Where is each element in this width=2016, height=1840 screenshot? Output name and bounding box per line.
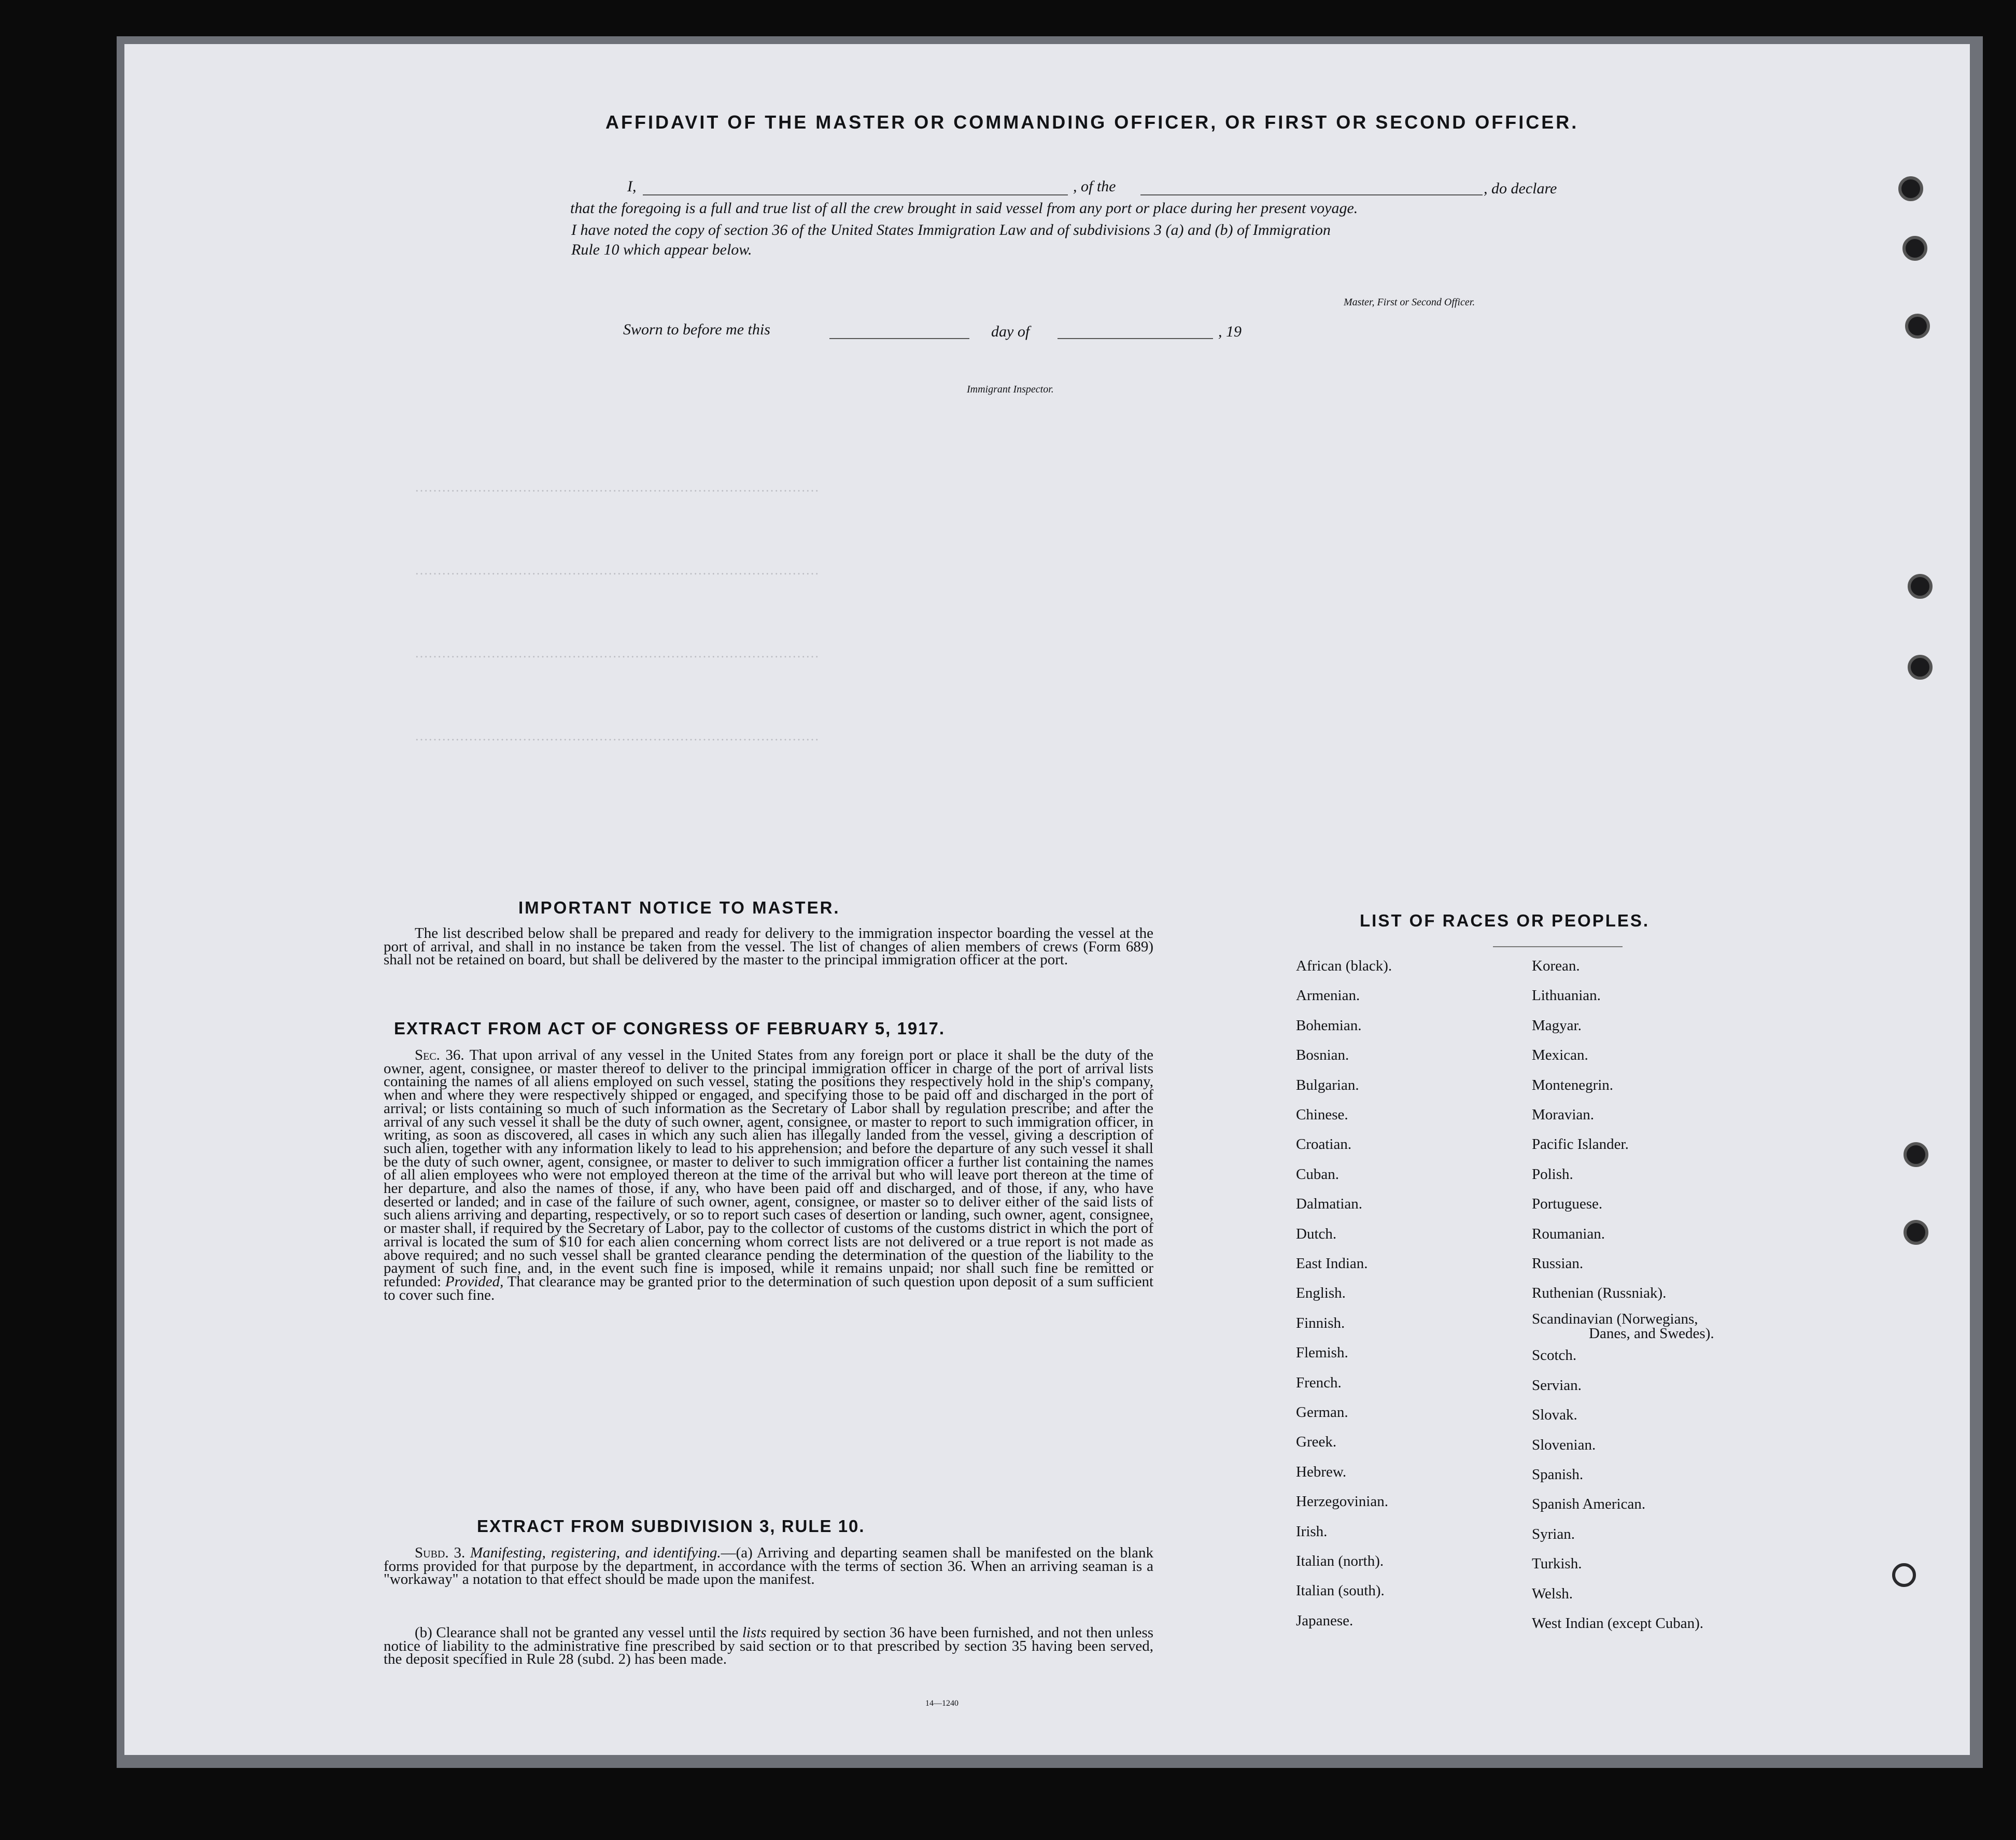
act-sec-label: Sec. 36. [415, 1047, 464, 1063]
binder-hole [1898, 176, 1923, 201]
race-item: Spanish American. [1532, 1496, 1646, 1513]
notice-body: The list described below shall be prepared and ready for delivery to the immigration inspector boarding the vessel at the port of arrival, and shall in no instance be taken from the vessel. The list of changes of alien members of crews (Form 689) shall not be retained on board, but shall be delivered by the master to the principal immigration officer at the port. [384, 925, 1153, 968]
act-body [384, 1049, 1153, 1302]
race-item: Roumanian. [1532, 1225, 1605, 1242]
race-item: Slovak. [1532, 1407, 1577, 1424]
act-title: EXTRACT FROM ACT OF CONGRESS OF FEBRUARY 5, 1917. [394, 1019, 946, 1038]
sworn-month-line [1058, 338, 1213, 339]
affidavit-do-declare: , do declare [1484, 180, 1557, 197]
rule10-subd-label: Subd. 3. [415, 1544, 466, 1561]
rule10-title: EXTRACT FROM SUBDIVISION 3, RULE 10. [477, 1516, 865, 1536]
race-item: West Indian (except Cuban). [1532, 1615, 1704, 1632]
race-item: Dalmatian. [1296, 1196, 1363, 1213]
bleed-through-text: ……………………………………………………………………………… [415, 728, 819, 743]
race-item: Pacific Islander. [1532, 1136, 1629, 1153]
race-item: French. [1296, 1374, 1342, 1391]
affidavit-line-1: that the foregoing is a full and true list of all the crew brought in said vessel from any port or place during her present voyage. [570, 200, 1358, 217]
rule10-para-a [384, 1544, 1154, 1588]
race-item: Welsh. [1532, 1585, 1573, 1602]
race-item: Herzegovinian. [1296, 1493, 1388, 1510]
race-item: Syrian. [1532, 1525, 1575, 1542]
race-item: Croatian. [1296, 1136, 1352, 1153]
master-signature-label: Master, First or Second Officer. [1344, 297, 1475, 308]
rule10-subd-heading: Manifesting, registering, and identifying. [470, 1544, 721, 1561]
binder-hole [1904, 1220, 1928, 1245]
race-item: African (black). [1296, 958, 1392, 974]
race-item: German. [1296, 1404, 1348, 1421]
act-provided: Provided, [445, 1273, 504, 1290]
races-title-rule [1493, 946, 1623, 947]
race-item: Bosnian. [1296, 1047, 1349, 1064]
act-body-end: That clearance may be granted prior to the determination of such question upon deposit of a sum sufficient to cover such fine. [384, 1273, 1154, 1303]
rule10-para-a-text: —(a) Arriving and departing seamen shall be manifested on the blank forms provided for that purpose by the department, in accordance with the terms of section 36. When an arriving seaman is a "workaway" a notation to that effect should be made upon the manifest. [384, 1544, 1154, 1588]
race-item: Chinese. [1296, 1106, 1348, 1123]
race-item: Armenian. [1296, 987, 1360, 1004]
binder-hole [1904, 1142, 1928, 1167]
race-item: East Indian. [1296, 1255, 1368, 1272]
race-item: Montenegrin. [1532, 1076, 1614, 1093]
binder-hole [1908, 574, 1933, 599]
race-item: Flemish. [1296, 1344, 1348, 1361]
notice-title: IMPORTANT NOTICE TO MASTER. [518, 898, 840, 917]
name-line [643, 194, 1068, 195]
races-title: LIST OF RACES OR PEOPLES. [1360, 911, 1650, 930]
race-item: Moravian. [1532, 1106, 1594, 1123]
binder-hole [1908, 655, 1933, 680]
race-item: Japanese. [1296, 1612, 1354, 1629]
affidavit-title: AFFIDAVIT OF THE MASTER OR COMMANDING OFFICER, OR FIRST OR SECOND OFFICER. [605, 111, 1579, 133]
race-item: Cuban. [1296, 1165, 1339, 1183]
binder-hole [1902, 236, 1927, 261]
race-item: Turkish. [1532, 1555, 1582, 1572]
affidavit-i-label: I, [627, 178, 637, 195]
race-item: Magyar. [1532, 1017, 1582, 1034]
bleed-through-text: ……………………………………………………………………………… [415, 563, 819, 578]
inspector-signature-label: Immigrant Inspector. [967, 384, 1054, 395]
race-item: Danes, and Swedes). [1589, 1325, 1714, 1342]
affidavit-line-3: Rule 10 which appear below. [571, 241, 752, 258]
rule10-lists-word: lists [742, 1624, 767, 1641]
binder-hole [1892, 1563, 1916, 1587]
race-item: Servian. [1532, 1377, 1582, 1394]
race-item: Italian (south). [1296, 1582, 1385, 1599]
race-item: Bohemian. [1296, 1017, 1362, 1034]
sworn-day-line [829, 338, 969, 339]
sworn-label: Sworn to before me this [623, 321, 770, 338]
vessel-line [1140, 194, 1483, 195]
bleed-through-text: ……………………………………………………………………………… [415, 645, 819, 661]
race-item: Scandinavian (Norwegians, [1532, 1311, 1698, 1328]
form-number: 14—1240 [925, 1699, 958, 1708]
race-item: Irish. [1296, 1523, 1328, 1540]
rule10-para-b [384, 1626, 1153, 1666]
affidavit-line-2: I have noted the copy of section 36 of the United States Immigration Law and of subdivisions 3 (a) and (b) of Immigration [571, 221, 1331, 238]
race-item: English. [1296, 1285, 1346, 1302]
race-item: Scotch. [1532, 1347, 1577, 1364]
race-item: Bulgarian. [1296, 1076, 1359, 1093]
race-item: Hebrew. [1296, 1463, 1347, 1480]
rule10-para-b-start: (b) Clearance shall not be granted any vessel until the [415, 1624, 739, 1641]
race-item: Polish. [1532, 1165, 1573, 1183]
race-item: Lithuanian. [1532, 987, 1601, 1004]
race-item: Ruthenian (Russniak). [1532, 1285, 1667, 1302]
race-item: Spanish. [1532, 1466, 1584, 1483]
race-item: Italian (north). [1296, 1553, 1384, 1569]
race-item: Korean. [1532, 958, 1580, 974]
race-item: Finnish. [1296, 1314, 1345, 1331]
race-item: Greek. [1296, 1434, 1337, 1451]
day-of-label: day of [991, 323, 1030, 340]
document-page [124, 44, 1970, 1755]
race-item: Russian. [1532, 1255, 1584, 1272]
binder-hole [1905, 314, 1930, 339]
act-body-text: That upon arrival of any vessel in the United States from any foreign port or place it shall be the duty of the owner, agent, consignee, or master thereof to deliver to the principal immigration officer in charge of the port of arrival lists containing the names of all aliens employed on such vessel, stating the positions they respectively hold in the ship's company, when and where they were respectively shipped or engaged, and specifying those to be paid off and discharged in the port of arrival; or lists containing so much of such information as the Secretary of Labor shall by regulation prescribe; and after the arrival of any such vessel it shall be the duty of such owner, agent, consignee, or master to report to such immigration officer, in writing, as soon as discovered, all cases in which any such alien has illegally landed from the vessel, giving a description of such alien, together with any information likely to lead to his apprehension; and before the departure of any such vessel it shall be the duty of such owner, agent, consignee, or master to deliver to such immigration officer a further list containing the names of all alien employees who were not employed thereon at the time of the arrival but who will leave port thereon at the time of her departure, and also the names of those, if any, who have been paid off and discharged, and of those, if any, who have deserted or landed; and in case of the failure of such owner, agent, consignee, or master so to deliver either of the said lists of such aliens arriving and departing, respectively, or so to report such cases of desertion or landing, such owner, agent, consignee, or master shall, if required by the Secretary of Labor, pay to the collector of customs of the customs district in which the port of arrival is located the sum of $10 for each alien concerning whom correct lists are not delivered or a true report is not made as above required; and no such vessel shall be granted clearance pending the determination of the question of the liability to the payment of such fine, and, in the event such fine is imposed, while it remains unpaid; nor shall such fine be remitted or refunded: [384, 1047, 1153, 1290]
race-item: Dutch. [1296, 1225, 1337, 1242]
affidavit-of-the: , of the [1073, 178, 1116, 195]
race-item: Slovenian. [1532, 1436, 1596, 1453]
race-item: Mexican. [1532, 1047, 1588, 1064]
race-item: Portuguese. [1532, 1196, 1603, 1213]
year-label: , 19 [1218, 323, 1242, 340]
bleed-through-text: ……………………………………………………………………………… [415, 480, 819, 495]
rule10-para-b-end: required by section 36 have been furnished, and not then unless notice of liability to the administrative fine prescribed by said section or to that prescribed by section 35 having been served, the deposit specified in Rule 28 (subd. 2) has been made. [384, 1624, 1154, 1668]
